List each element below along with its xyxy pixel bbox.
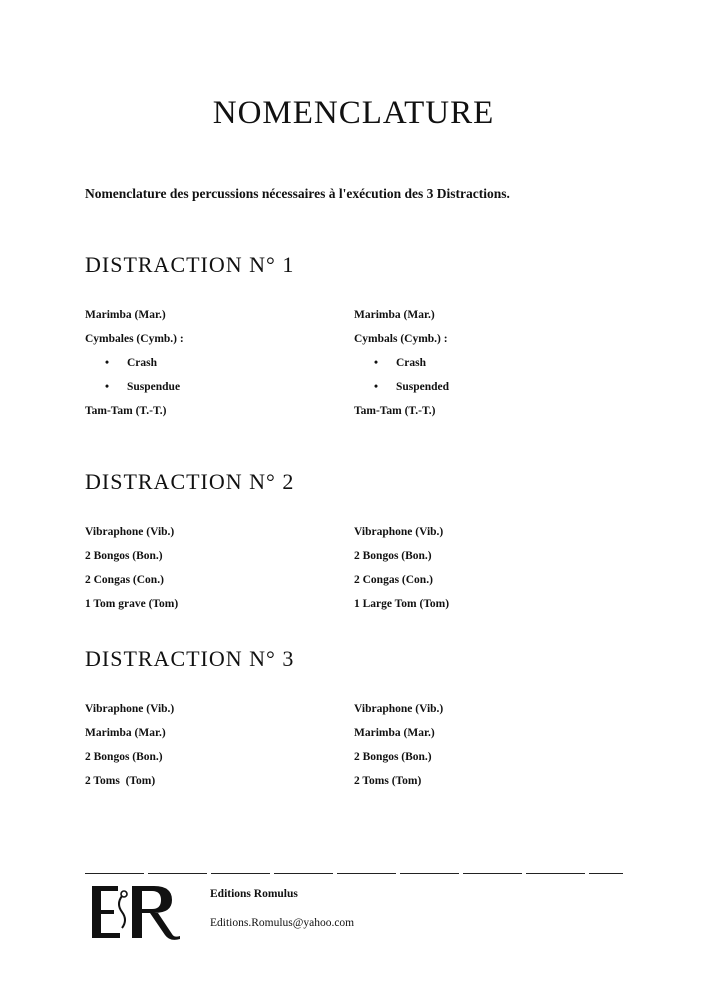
section-distraction-2 xyxy=(85,469,645,610)
publisher-email: Editions.Romulus@yahoo.com xyxy=(210,917,355,929)
list-item: Vibraphone (Vib.) xyxy=(354,703,444,715)
list-item: 2 Toms (Tom) xyxy=(354,775,422,787)
list-item: 2 Bongos (Bon.) xyxy=(85,751,163,763)
bullet-icon: • xyxy=(374,357,379,369)
list-subitem: • Crash xyxy=(85,351,184,375)
list-item: 1 Large Tom (Tom) xyxy=(354,598,450,610)
list-item: 2 Congas (Con.) xyxy=(354,574,433,586)
list-item: 2 Bongos (Bon.) xyxy=(85,550,163,562)
list-item: 2 Toms (Tom) xyxy=(85,775,156,787)
section-heading: DISTRACTION N° 1 xyxy=(85,252,295,277)
list-item: Cymbales (Cymb.) : xyxy=(85,333,184,345)
list-subitem: • Suspendue xyxy=(85,375,184,399)
list-item: Marimba (Mar.) xyxy=(354,309,435,321)
bullet-icon: • xyxy=(105,357,110,369)
list-item: Marimba (Mar.) xyxy=(85,727,166,739)
french-list xyxy=(85,303,184,423)
list-item: Cymbals (Cymb.) : xyxy=(354,333,448,345)
list-item: Vibraphone (Vib.) xyxy=(354,526,444,538)
footer-divider xyxy=(85,873,623,874)
section-heading: DISTRACTION N° 2 xyxy=(85,469,295,494)
section-distraction-1 xyxy=(85,252,645,417)
section-distraction-3 xyxy=(85,646,645,787)
french-list xyxy=(85,520,178,616)
list-item: 2 Congas (Con.) xyxy=(85,574,164,586)
section-heading: DISTRACTION N° 3 xyxy=(85,646,295,671)
list-subitem: • Suspended xyxy=(354,375,449,399)
list-item: Marimba (Mar.) xyxy=(85,309,166,321)
list-item: Vibraphone (Vib.) xyxy=(85,703,175,715)
intro-text: Nomenclature des percussions nécessaires à l'exécution des 3 Distractions. xyxy=(85,186,510,201)
list-item: Tam-Tam (T.-T.) xyxy=(354,405,436,417)
list-item: 2 Bongos (Bon.) xyxy=(354,550,432,562)
list-item: Tam-Tam (T.-T.) xyxy=(85,405,167,417)
list-subitem: • Crash xyxy=(354,351,449,375)
list-item: Marimba (Mar.) xyxy=(354,727,435,739)
editions-romulus-logo xyxy=(88,882,188,942)
english-list xyxy=(354,697,443,793)
publisher-name: Editions Romulus xyxy=(210,888,298,900)
list-item: 2 Bongos (Bon.) xyxy=(354,751,432,763)
list-item: 1 Tom grave (Tom) xyxy=(85,598,179,610)
bullet-icon: • xyxy=(374,381,379,393)
bullet-icon: • xyxy=(105,381,110,393)
english-list xyxy=(354,303,449,423)
french-list xyxy=(85,697,174,793)
english-list xyxy=(354,520,449,616)
page-title: NOMENCLATURE xyxy=(212,95,495,131)
list-item: Vibraphone (Vib.) xyxy=(85,526,175,538)
